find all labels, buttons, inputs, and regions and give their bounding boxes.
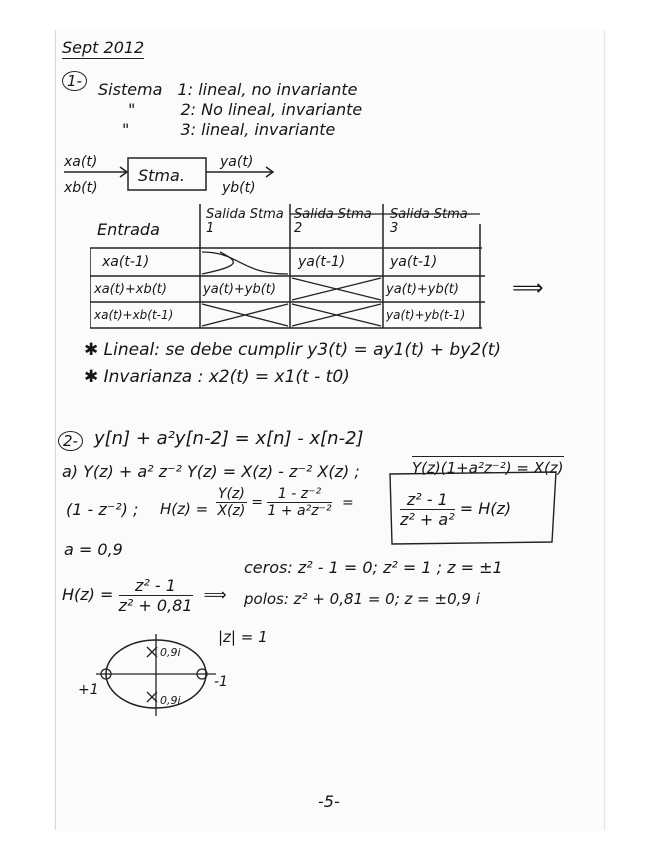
table-header-stma3: Salida Stma 3 bbox=[390, 207, 468, 236]
page-number: -5- bbox=[318, 792, 340, 811]
system-2-desc: No lineal, invariante bbox=[201, 100, 363, 119]
poles-line: polos: z² + 0,81 = 0; z = ±0,9 i bbox=[244, 590, 480, 608]
problem-1-number bbox=[62, 72, 87, 90]
table-cell-r3-s3: ya(t)+yb(t-1) bbox=[386, 308, 466, 322]
numerator-factor: (1 - z⁻²) ; bbox=[66, 500, 139, 519]
hz-ratio-num: Y(z) bbox=[218, 486, 245, 502]
implies-arrow: ⟹ bbox=[512, 276, 544, 301]
boxed-rhs: = H(z) bbox=[459, 499, 512, 518]
part-a-z-transform: a) Y(z) + a² z⁻² Y(z) = X(z) - z⁻² X(z) ; bbox=[62, 462, 360, 481]
system-2-index: 2: bbox=[180, 100, 197, 119]
plot-label-pole-up: 0,9i bbox=[160, 646, 181, 659]
table-cell-r1-s3: ya(t-1) bbox=[390, 254, 438, 270]
system-1-line bbox=[98, 80, 357, 99]
system-3-desc: lineal, invariante bbox=[201, 120, 336, 139]
system-2-line bbox=[128, 100, 362, 119]
hz-numeric-num: z² - 1 bbox=[119, 576, 193, 596]
linearity-note: ✱ Lineal: se debe cumplir y3(t) = ay1(t) + by2(t) bbox=[84, 340, 502, 360]
plot-label-pole-down: 0,9i bbox=[160, 694, 181, 707]
hz-numeric bbox=[62, 576, 227, 615]
system-1-label: Sistema bbox=[98, 80, 163, 99]
table-cell-r2-in: xa(t)+xb(t) bbox=[94, 282, 167, 297]
system-2-label: " bbox=[128, 100, 136, 119]
a-value: a = 0,9 bbox=[64, 540, 123, 559]
transfer-function-label: H(z) = bbox=[160, 500, 209, 518]
table-header-stma2: Salida Stma 2 bbox=[294, 207, 372, 236]
hz-ratio bbox=[216, 486, 354, 519]
bleed-through-text bbox=[436, 60, 655, 760]
table-cell-r2-s1: ya(t)+yb(t) bbox=[203, 282, 276, 297]
input-b-label: xb(t) bbox=[64, 180, 98, 196]
output-a-label: ya(t) bbox=[220, 154, 254, 170]
boxed-transfer-function bbox=[400, 490, 511, 529]
hz-frac-den: 1 + a²z⁻² bbox=[267, 503, 332, 519]
system-box-label: Stma. bbox=[138, 166, 185, 185]
page-date: Sept 2012 bbox=[62, 38, 145, 57]
output-b-label: yb(t) bbox=[222, 180, 256, 196]
boxed-den: z² + a² bbox=[400, 510, 455, 529]
table-cell-r3-in: xa(t)+xb(t-1) bbox=[94, 308, 174, 322]
hz-equals-1: = bbox=[251, 494, 264, 511]
problem-1-circle: 1- bbox=[62, 71, 87, 91]
problem-2-number bbox=[58, 432, 83, 450]
zeros-line: ceros: z² - 1 = 0; z² = 1 ; z = ±1 bbox=[244, 558, 503, 577]
table-header-stma1: Salida Stma 1 bbox=[206, 207, 284, 236]
hz-numeric-label: H(z) = bbox=[62, 585, 119, 604]
system-1-desc: lineal, no invariante bbox=[198, 80, 358, 99]
system-3-line bbox=[122, 120, 335, 139]
system-3-index: 3: bbox=[180, 120, 197, 139]
table-cell-r2-s3: ya(t)+yb(t) bbox=[386, 282, 459, 297]
table-header-entrada: Entrada bbox=[97, 220, 160, 239]
table-cell-r1-s2: ya(t-1) bbox=[298, 254, 346, 270]
boxed-num: z² - 1 bbox=[400, 490, 455, 510]
system-1-index: 1: bbox=[177, 80, 194, 99]
plot-label-minus-one: -1 bbox=[214, 674, 228, 690]
part-a-rearranged: Y(z)(1+a²z⁻²) = X(z) bbox=[412, 456, 564, 477]
difference-equation: y[n] + a²y[n-2] = x[n] - x[n-2] bbox=[94, 428, 364, 449]
hz-numeric-den: z² + 0,81 bbox=[118, 596, 193, 615]
hz-ratio-den: X(z) bbox=[217, 503, 246, 519]
hz-equals-2: = bbox=[342, 494, 354, 511]
input-a-label: xa(t) bbox=[64, 154, 98, 170]
plot-label-plus-one: +1 bbox=[78, 682, 99, 698]
hz-frac-num: 1 - z⁻² bbox=[267, 486, 331, 503]
implies-arrow-2: ⟹ bbox=[203, 585, 227, 604]
unit-circle-label: |z| = 1 bbox=[218, 628, 268, 646]
problem-2-circle: 2- bbox=[58, 431, 83, 451]
system-3-label: " bbox=[122, 120, 130, 139]
table-cell-r1-in: xa(t-1) bbox=[102, 254, 150, 270]
invariance-note: ✱ Invarianza : x2(t) = x1(t - t0) bbox=[84, 367, 350, 387]
